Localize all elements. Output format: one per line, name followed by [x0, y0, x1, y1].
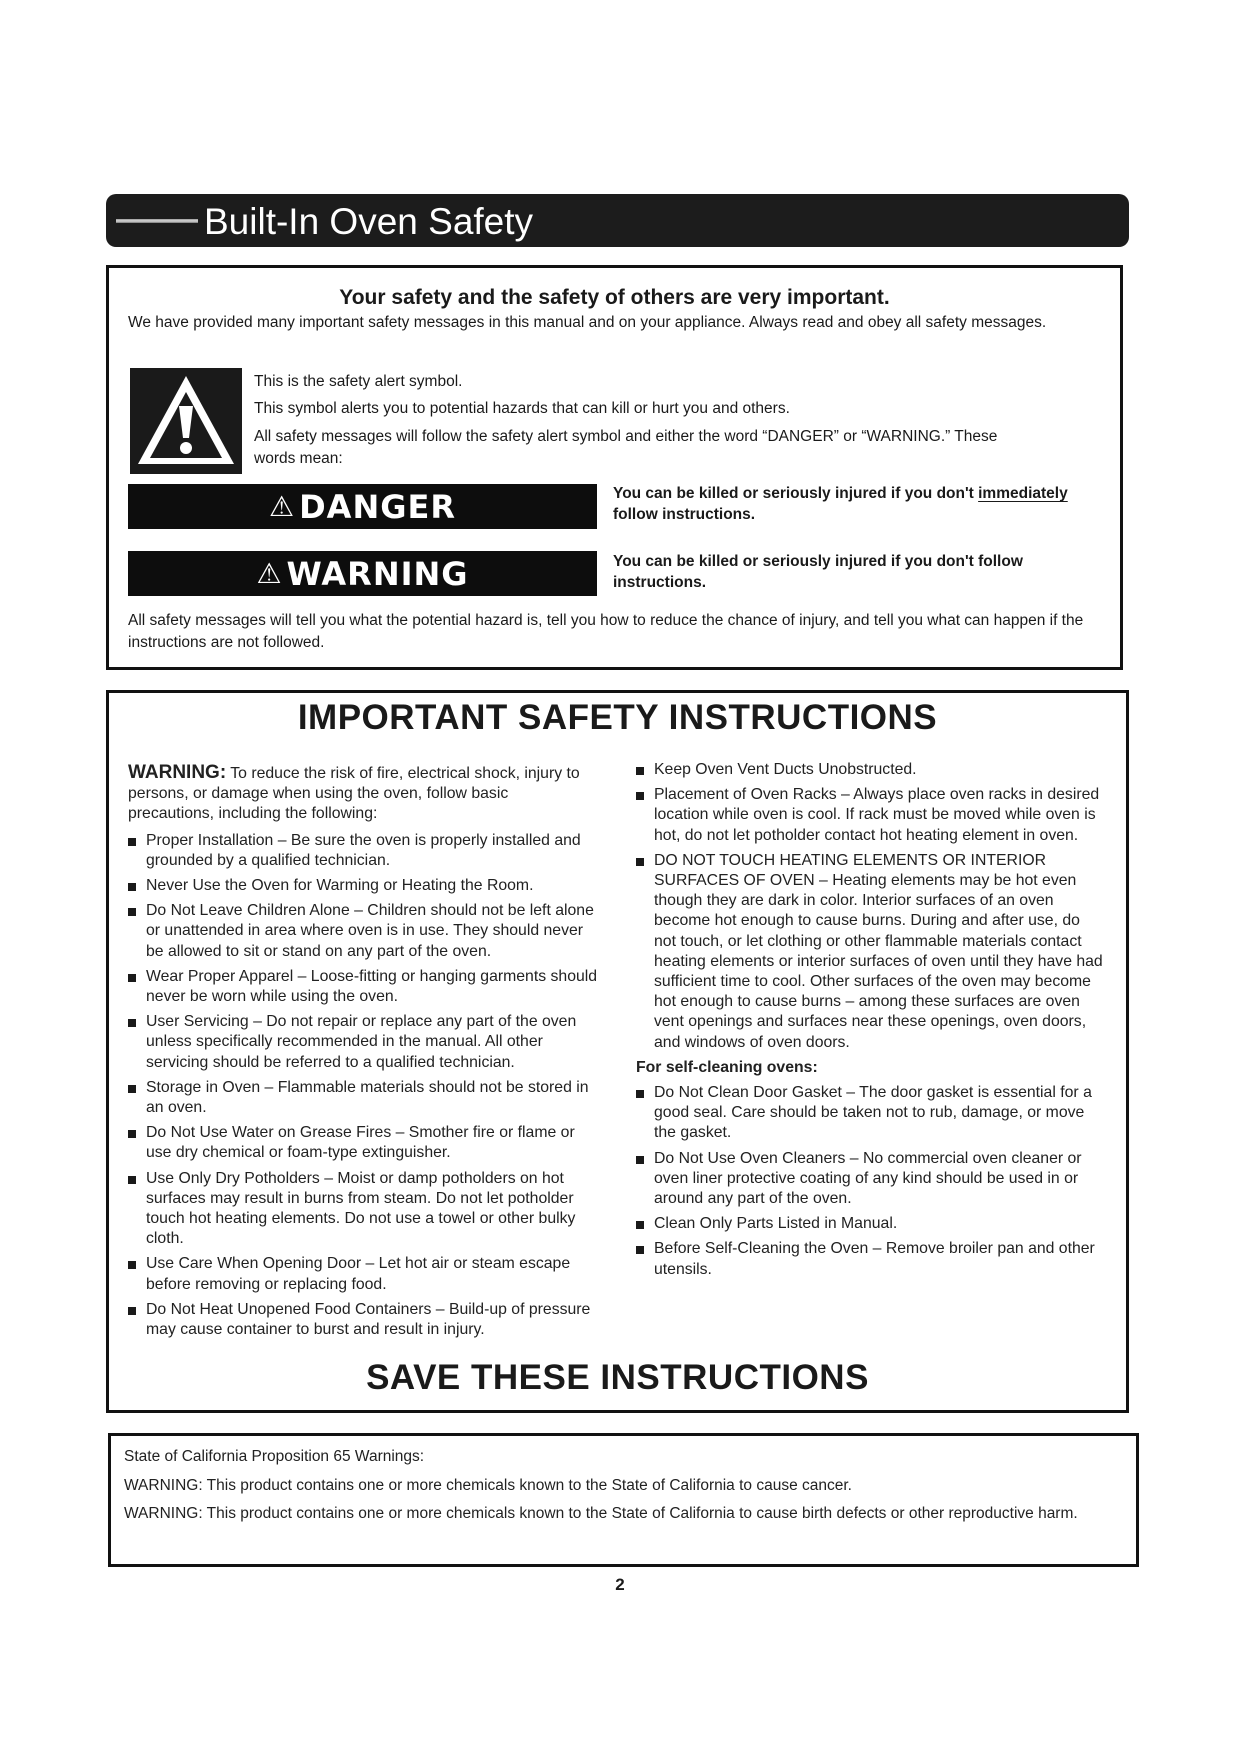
list-item: Storage in Oven – Flammable materials should not be stored in an oven.: [128, 1078, 598, 1118]
list-item: Wear Proper Apparel – Loose-fitting or hanging garments should never be worn while using the oven.: [128, 967, 598, 1007]
prop65-line-2: WARNING: This product contains one or more chemicals known to the State of California to cause birth defects or other reproductive harm.: [124, 1505, 1078, 1522]
page-title: Built-In Oven Safety: [204, 201, 534, 242]
list-item: Placement of Oven Racks – Always place oven racks in desired location while oven is cool. If rack must be moved while oven is hot, do not let potholder contact hot heating element in oven.: [636, 785, 1106, 846]
save-instructions-title: SAVE THESE INSTRUCTIONS: [366, 1358, 869, 1397]
alert-triangle-icon: ⚠: [256, 557, 283, 590]
safety-box-heading: Your safety and the safety of others are very important.: [339, 286, 890, 309]
list-item: Never Use the Oven for Warming or Heating the Room.: [128, 876, 598, 896]
warning-signal-bar: [128, 551, 597, 596]
symbol-line-1: This is the safety alert symbol.: [254, 373, 463, 390]
self-clean-list: [636, 1083, 1106, 1280]
safety-box-intro: We have provided many important safety messages in this manual and on your appliance. Always read and obey all safety messages.: [128, 314, 1047, 331]
left-instruction-list: [128, 831, 598, 1341]
self-clean-heading: For self-cleaning ovens:: [636, 1058, 818, 1076]
right-instruction-list: [636, 760, 1106, 1053]
list-item: Do Not Heat Unopened Food Containers – Build-up of pressure may cause container to burst and result in injury.: [128, 1300, 598, 1340]
warning-intro: WARNING: To reduce the risk of fire, electrical shock, injury to persons, or damage when using the oven, follow basic precautions, including the following:: [128, 762, 580, 823]
alert-triangle-icon: ⚠: [269, 490, 296, 523]
page-number: 2: [615, 1575, 625, 1594]
instructions-right-column: [636, 760, 1106, 1285]
symbol-line-2: This symbol alerts you to potential hazards that can kill or hurt you and others.: [254, 400, 790, 417]
list-item: DO NOT TOUCH HEATING ELEMENTS OR INTERIOR SURFACES OF OVEN – Heating elements may be hot even though they are dark in color. Interior surfaces of an oven become hot enough to cause burns. During and after use, do not touch, or let clothing or other flammable materials contact heating elements or interior surfaces of oven until they have had sufficient time to cool. Other surfaces of the oven may become hot enough to cause burns – among these surfaces are oven vent openings and surfaces near these openings, oven doors, and windows of oven doors.: [636, 851, 1106, 1053]
warning-label: WARNING: [286, 554, 469, 593]
list-item: Do Not Use Oven Cleaners – No commercial oven cleaner or oven liner protective coating of any kind should be used in or around any part of the oven.: [636, 1149, 1106, 1210]
safety-alert-symbol-icon: [130, 368, 242, 474]
symbol-line-3: All safety messages will follow the safety alert symbol and either the word “DANGER” or “WARNING.” These words mean:: [254, 428, 998, 467]
instructions-left-column: [128, 763, 598, 1345]
list-item: Do Not Use Water on Grease Fires – Smother fire or flame or use dry chemical or foam-type extinguisher.: [128, 1123, 598, 1163]
warning-lead: WARNING:: [128, 762, 227, 783]
danger-emphasis: immediately: [978, 485, 1068, 502]
prop65-heading: State of California Proposition 65 Warnings:: [124, 1448, 425, 1465]
list-item: Before Self-Cleaning the Oven – Remove broiler pan and other utensils.: [636, 1239, 1106, 1279]
list-item: User Servicing – Do not repair or replace any part of the oven unless specifically recommended in the manual. All other servicing should be referred to a qualified technician.: [128, 1012, 598, 1073]
danger-signal-bar: [128, 484, 597, 529]
warning-description: You can be killed or seriously injured if you don't follow instructions.: [613, 553, 1023, 591]
danger-label: DANGER: [299, 487, 456, 526]
list-item: Keep Oven Vent Ducts Unobstructed.: [636, 760, 1106, 780]
list-item: Clean Only Parts Listed in Manual.: [636, 1214, 1106, 1234]
header-accent-strip: [116, 219, 198, 223]
danger-description: You can be killed or seriously injured if you don't immediately follow instructions.: [613, 485, 1068, 523]
safety-box-footer: All safety messages will tell you what the potential hazard is, tell you how to reduce the chance of injury, and tell you what can happen if the instructions are not followed.: [128, 612, 1084, 651]
list-item: Use Care When Opening Door – Let hot air or steam escape before removing or replacing food.: [128, 1254, 598, 1294]
prop65-line-1: WARNING: This product contains one or more chemicals known to the State of California to cause cancer.: [124, 1477, 852, 1494]
instructions-title: IMPORTANT SAFETY INSTRUCTIONS: [297, 698, 938, 737]
list-item: Use Only Dry Potholders – Moist or damp potholders on hot surfaces may result in burns from steam. Do not let potholder touch hot heating elements. Do not use a towel or other bulky cloth.: [128, 1169, 598, 1250]
list-item: Proper Installation – Be sure the oven is properly installed and grounded by a qualified technician.: [128, 831, 598, 871]
list-item: Do Not Leave Children Alone – Children should not be left alone or unattended in area where oven is in use. They should never be allowed to sit or stand on any part of the oven.: [128, 901, 598, 962]
list-item: Do Not Clean Door Gasket – The door gasket is essential for a good seal. Care should be taken not to rub, damage, or move the gasket.: [636, 1083, 1106, 1144]
